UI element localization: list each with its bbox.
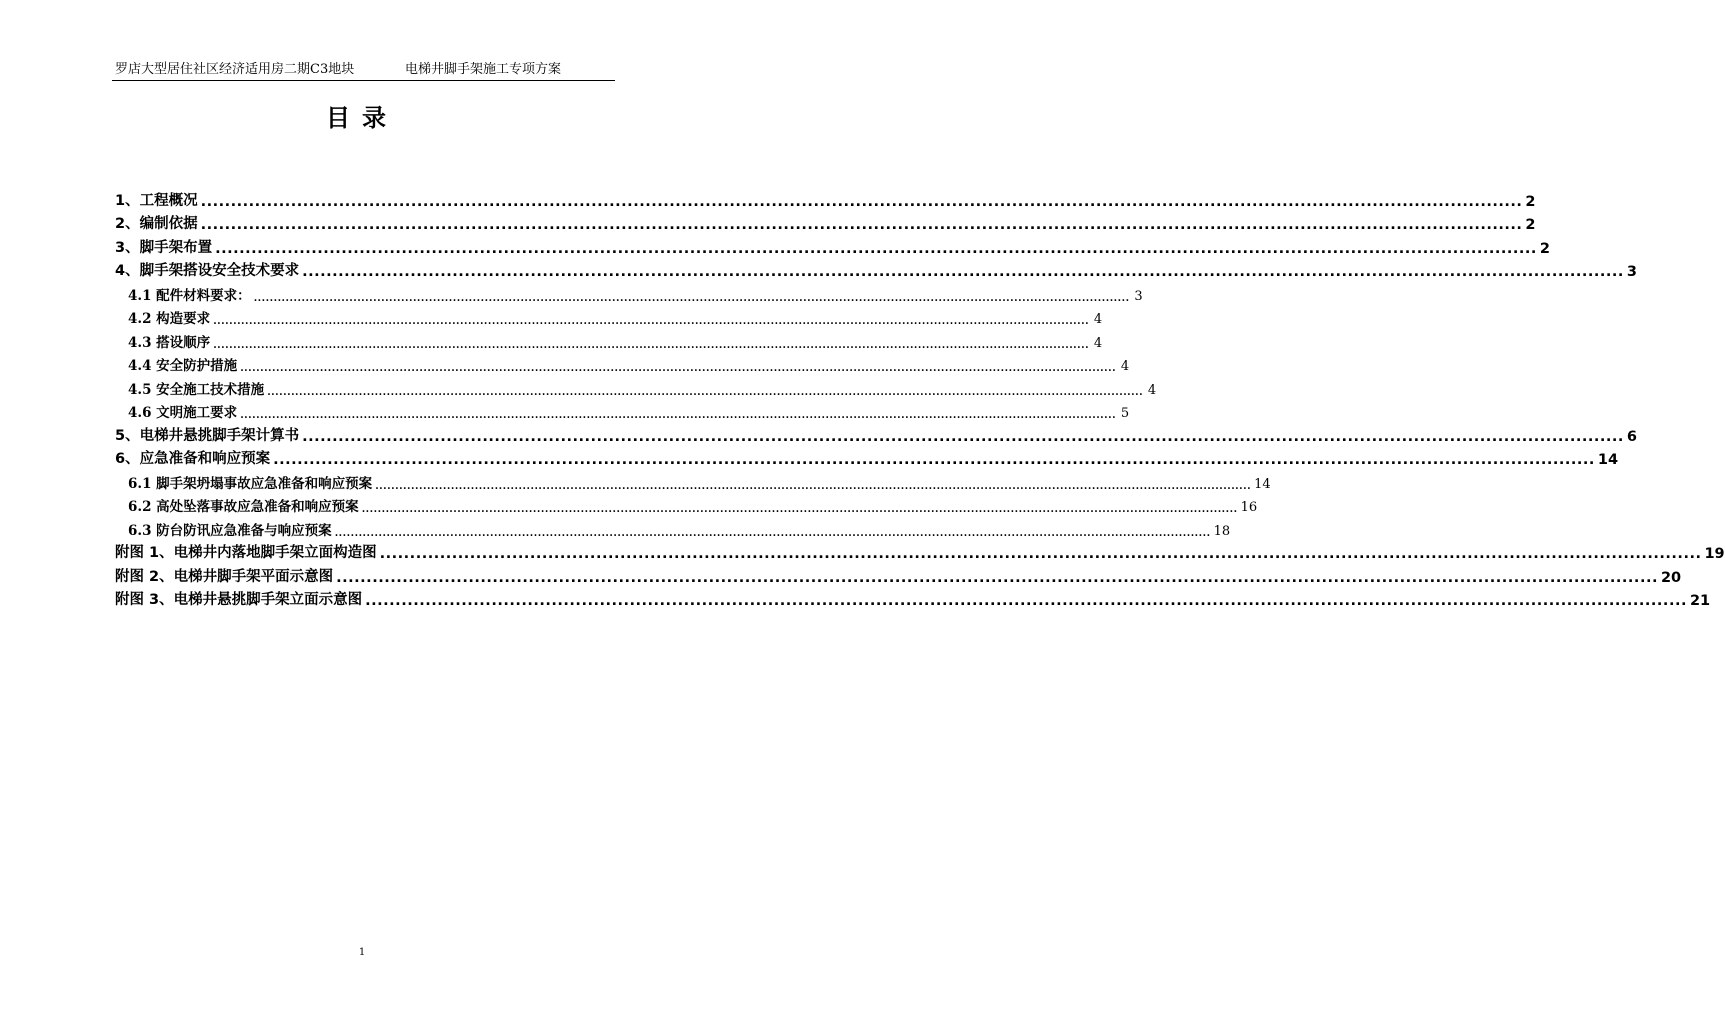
toc-entry-page: 19 [1704,546,1725,562]
toc-leader-dots: ............................................................................................................................................................................................................................ [240,410,1117,421]
header-document-title: 电梯井脚手架施工专项方案 [405,62,562,77]
toc-leader-dots: ............................................................................................................................................................................................................................ [240,363,1117,374]
toc-entry[interactable] [115,421,1638,445]
toc-entry-page: 2 [1525,193,1536,210]
toc-entry-label: 4、脚手架搭设安全技术要求 [115,263,300,279]
toc-entry-label: 6.1 脚手架坍塌事故应急准备和响应预案 [128,475,373,492]
toc-entry-label: 2、编制依据 [115,216,198,232]
toc-entry-label: 4.6 文明施工要求 [128,405,238,421]
toc-entry-label: 附图 1、电梯井内落地脚手架立面构造图 [115,545,377,561]
toc-entry[interactable] [115,562,1682,586]
toc-leader-dots: ............................................................................................................................................................................................................................ [365,593,1687,609]
toc-entry[interactable] [115,186,1536,210]
toc-leader-dots: ............................................................................................................................................................................................................................ [334,527,1211,539]
toc-entry-label: 4.5 安全施工技术措施 [128,381,265,398]
toc-entry[interactable] [115,304,1103,328]
toc-leader-dots: ............................................................................................................................................................................................................................ [336,569,1658,586]
toc-entry-label: 6.2 高处坠落事故应急准备和响应预案 [128,499,359,515]
toc-leader-dots: ............................................................................................................................................................................................................................ [302,264,1624,280]
toc-entry-page: 2 [1525,217,1536,233]
toc-entry-label: 4.2 构造要求 [128,311,211,327]
toc-entry[interactable] [115,374,1157,398]
toc-entry-label: 4.3 搭设顺序 [128,334,211,351]
toc-entry-page: 6 [1626,428,1638,445]
toc-entry-label: 1、工程概况 [115,192,198,209]
toc-entry-page: 14 [1597,452,1619,468]
toc-leader-dots: ............................................................................................................................................................................................................................ [375,480,1252,492]
toc-leader-dots: ............................................................................................................................................................................................................................ [267,386,1144,398]
page-header [112,60,615,81]
toc-entry-page: 4 [1093,335,1103,351]
toc-entry-page: 3 [1626,264,1638,280]
toc-entry-page: 4 [1120,359,1130,374]
toc-leader-dots: ............................................................................................................................................................................................................................ [200,193,1523,210]
toc-entry[interactable] [115,327,1103,351]
toc-entry-label: 4.1 配件材料要求： [128,287,251,304]
toc-entry[interactable] [115,445,1619,469]
toc-entry-page: 2 [1539,240,1551,257]
toc-entry-page: 20 [1660,569,1682,586]
toc-leader-dots: ............................................................................................................................................................................................................................ [213,316,1090,327]
toc-entry-label: 6、应急准备和响应预案 [115,451,271,467]
table-of-contents [115,186,1725,609]
toc-entry[interactable] [115,492,1258,516]
toc-entry[interactable] [115,210,1536,234]
toc-entry[interactable] [115,280,1143,304]
toc-leader-dots: ............................................................................................................................................................................................................................ [253,292,1130,304]
toc-leader-dots: ............................................................................................................................................................................................................................ [379,546,1702,562]
toc-title: 目录 [326,103,398,132]
toc-entry-label: 4.4 安全防护措施 [128,358,238,374]
toc-entry-label: 3、脚手架布置 [115,239,213,256]
toc-entry-page: 3 [1134,288,1143,304]
toc-entry-label: 附图 2、电梯井脚手架平面示意图 [115,568,334,585]
toc-leader-dots: ............................................................................................................................................................................................................................ [302,428,1624,445]
toc-leader-dots: ............................................................................................................................................................................................................................ [200,217,1523,233]
toc-entry[interactable] [115,468,1271,492]
toc-entry[interactable] [115,398,1130,422]
page-number: 1 [358,947,366,958]
toc-entry-page: 4 [1093,312,1103,327]
toc-entry-page: 16 [1240,500,1258,515]
header-project-name: 罗店大型居住社区经济适用房二期C3地块 [115,62,355,77]
toc-entry-page: 5 [1120,406,1130,421]
toc-entry-page: 18 [1213,523,1231,539]
toc-entry[interactable] [115,351,1130,375]
toc-entry[interactable] [115,515,1231,539]
toc-entry-page: 14 [1254,476,1271,492]
toc-entry-page: 4 [1147,382,1157,398]
toc-entry[interactable] [115,257,1638,281]
toc-leader-dots: ............................................................................................................................................................................................................................ [361,504,1238,515]
toc-entry[interactable] [115,233,1551,257]
toc-entry-label: 5、电梯井悬挑脚手架计算书 [115,427,300,444]
toc-leader-dots: ............................................................................................................................................................................................................................ [273,452,1595,468]
toc-entry-page: 21 [1689,593,1711,609]
toc-leader-dots: ............................................................................................................................................................................................................................ [215,240,1537,257]
toc-entry[interactable] [115,586,1711,610]
toc-entry[interactable] [115,539,1725,563]
toc-entry-label: 6.3 防台防讯应急准备与响应预案 [128,522,332,539]
toc-leader-dots: ............................................................................................................................................................................................................................ [213,339,1090,351]
toc-entry-label: 附图 3、电梯井悬挑脚手架立面示意图 [115,592,363,608]
